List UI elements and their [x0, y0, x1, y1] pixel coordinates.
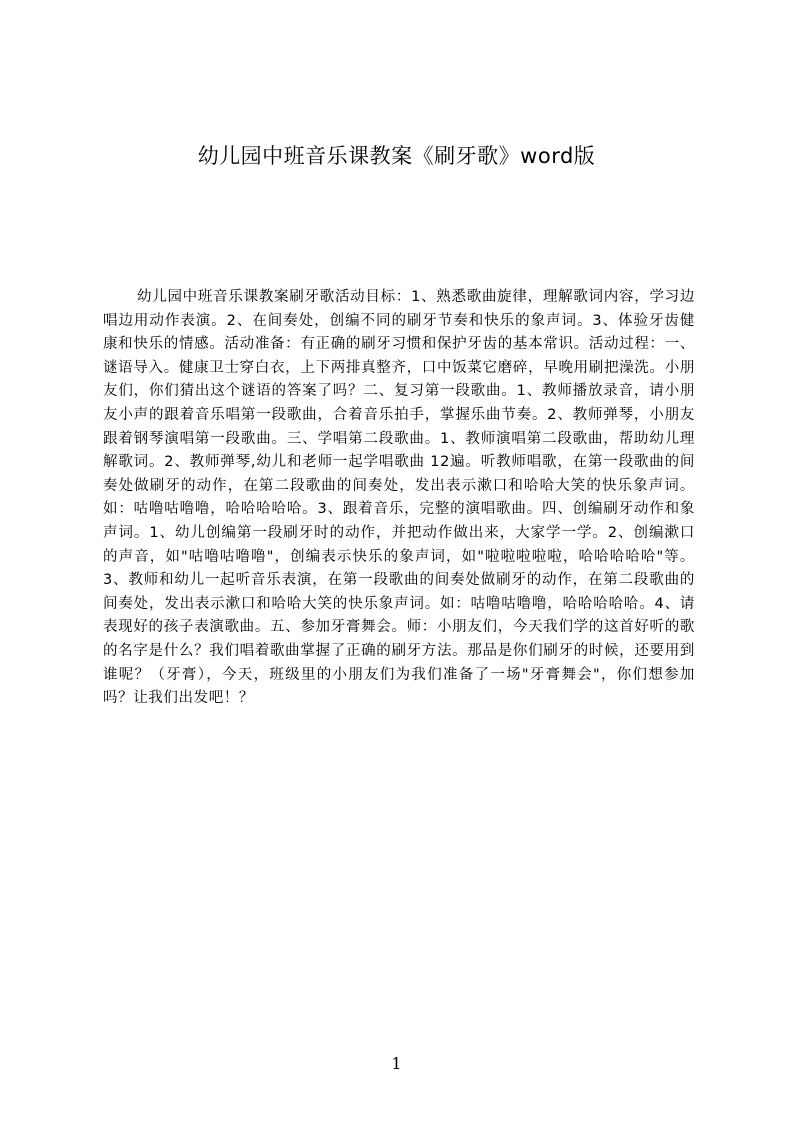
document-body: 幼儿园中班音乐课教案刷牙歌活动目标：1、熟悉歌曲旋律，理解歌词内容，学习边唱边用动作表演。2、在间奏处，创编不同的刷牙节奏和快乐的象声词。3、体验牙齿健康和快乐的情感。活动准备：有正确的刷牙习惯和保护牙齿的基本常识。活动过程：一、谜语导入。健康卫士穿白衣，上下两排真整齐，口中饭菜它磨碎，早晚用刷把澡洗。小朋友们，你们猜出这个谜语的答案了吗？二、复习第一段歌曲。1、教师播放录音，请小朋友小声的跟着音乐唱第一段歌曲，合着音乐拍手，掌握乐曲节奏。2、教师弹琴，小朋友跟着钢琴演唱第一段歌曲。三、学唱第二段歌曲。1、教师演唱第二段歌曲，帮助幼儿理解歌词。2、教师弹琴,幼儿和老师一起学唱歌曲 12遍。听教师唱歌，在第一段歌曲的间奏处做刷牙的动作，在第二段歌曲的间奏处，发出表示漱口和哈哈大笑的快乐象声词。如：咕噜咕噜噜，哈哈哈哈哈。3、跟着音乐，完整的演唱歌曲。四、创编刷牙动作和象声词。1、幼儿创编第一段刷牙时的动作，并把动作做出来，大家学一学。2、创编漱口的声音，如"咕噜咕噜噜"，创编表示快乐的象声词，如"啦啦啦啦啦，哈哈哈哈哈"等。3、教师和幼儿一起听音乐表演，在第一段歌曲的间奏处做刷牙的动作，在第二段歌曲的间奏处，发出表示漱口和哈哈大笑的快乐象声词。如：咕噜咕噜噜，哈哈哈哈哈。4、请表现好的孩子表演歌曲。五、参加牙膏舞会。师：小朋友们，今天我们学的这首好听的歌的名字是什么？我们唱着歌曲掌握了正确的刷牙方法。那品是你们刷牙的时候，还要用到谁呢？（牙膏），今天，班级里的小朋友们为我们准备了一场"牙膏舞会"，你们想参加吗？让我们出发吧！？ — [103, 289, 695, 707]
page-number: 1 — [391, 1054, 402, 1073]
document-title: 幼儿园中班音乐课教案《刷牙歌》word版 — [197, 144, 596, 168]
